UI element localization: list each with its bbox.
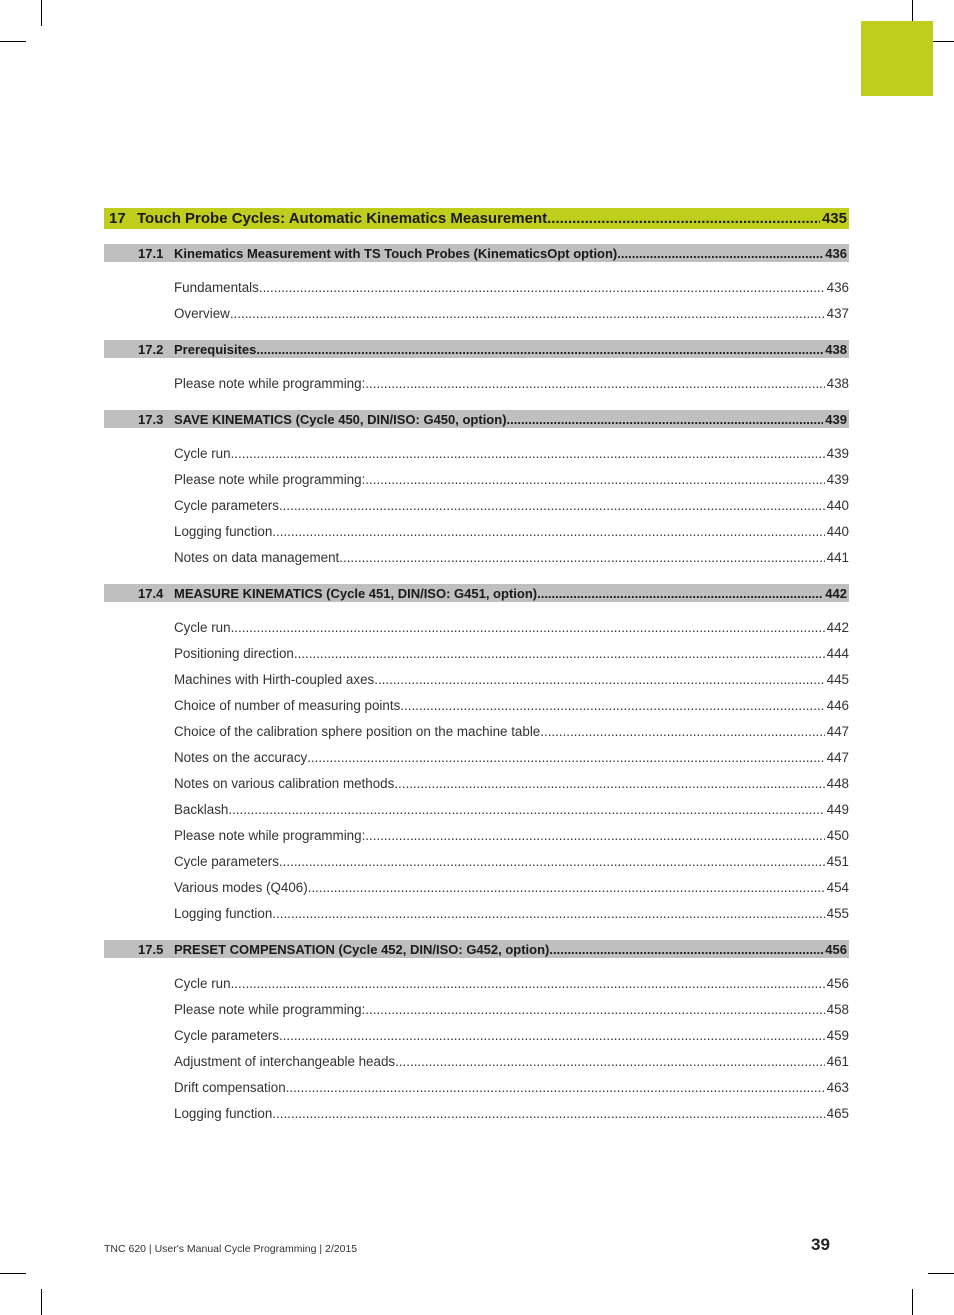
dot-leader [230,306,825,321]
dot-leader [272,1106,824,1121]
toc-entry[interactable] [104,880,849,906]
toc-entry[interactable] [104,620,849,646]
toc-entry[interactable] [104,854,849,880]
section-number: 17.3 [138,411,164,427]
toc-entry[interactable] [104,976,849,1002]
section-title: MEASURE KINEMATICS (Cycle 451, DIN/ISO: G451, option) [174,585,538,601]
entry-title: Notes on data management [174,550,340,565]
toc-entry[interactable] [104,698,849,724]
dot-leader [374,672,824,687]
entry-title: Positioning direction [174,646,294,661]
toc-entry[interactable] [104,1028,849,1054]
toc-entry[interactable] [104,646,849,672]
entry-page: 447 [826,750,849,765]
entry-title: Please note while programming: [174,828,366,843]
entry-title: Overview [174,306,230,321]
entry-title: Please note while programming: [174,376,366,391]
entry-title: Choice of number of measuring points [174,698,401,713]
entry-title: Notes on various calibration methods [174,776,395,791]
entry-title: Machines with Hirth-coupled axes [174,672,375,687]
dot-leader [231,976,825,991]
entry-page: 463 [826,1080,849,1095]
toc-entry[interactable] [104,376,849,402]
entry-page: 451 [826,854,849,869]
page-number: 39 [811,1235,830,1254]
toc-entry[interactable] [104,524,849,550]
toc-entry[interactable] [104,1080,849,1106]
entry-list [104,428,849,584]
toc-entry[interactable] [104,828,849,854]
entry-page: 442 [826,620,849,635]
toc-entry[interactable] [104,724,849,750]
dot-leader [365,376,824,391]
dot-leader [231,620,825,635]
section-title: Kinematics Measurement with TS Touch Probes (KinematicsOpt option) [174,245,618,261]
chapter-tab-marker [861,21,933,96]
dot-leader [365,1002,824,1017]
entry-title: Choice of the calibration sphere position on the machine table [174,724,541,739]
crop-mark [41,0,42,26]
section-page: 436 [825,245,847,261]
entry-title: Cycle run [174,620,231,635]
toc-entry[interactable] [104,446,849,472]
entry-title: Logging function [174,524,273,539]
entry-title: Adjustment of interchangeable heads [174,1054,396,1069]
table-of-contents [104,208,849,1140]
dot-leader [279,854,825,869]
toc-entry[interactable] [104,280,849,306]
entry-page: 437 [826,306,849,321]
entry-title: Cycle parameters [174,498,279,513]
entry-title: Logging function [174,906,273,921]
section-page: 442 [825,585,847,601]
entry-page: 436 [826,280,849,295]
toc-entry[interactable] [104,750,849,776]
crop-mark [0,41,26,42]
entry-title: Cycle parameters [174,1028,279,1043]
footer-text: TNC 620 | User's Manual Cycle Programming | 2/2015 [104,1243,358,1255]
toc-entry[interactable] [104,306,849,332]
section-page: 438 [825,341,847,357]
dot-leader [279,498,825,513]
dot-leader [307,750,824,765]
dot-leader [394,776,824,791]
entry-page: 458 [826,1002,849,1017]
section-heading[interactable] [104,340,849,358]
entry-page: 459 [826,1028,849,1043]
entry-list [104,358,849,410]
section-title: PRESET COMPENSATION (Cycle 452, DIN/ISO: G452, option) [174,941,550,957]
toc-entry[interactable] [104,1106,849,1132]
entry-page: 449 [826,802,849,817]
entry-title: Drift compensation [174,1080,286,1095]
dot-leader [286,1080,825,1095]
entry-title: Notes on the accuracy [174,750,308,765]
toc-entry[interactable] [104,1054,849,1080]
dot-leader [400,698,824,713]
entry-title: Please note while programming: [174,1002,366,1017]
entry-page: 444 [826,646,849,661]
dot-leader [279,1028,825,1043]
entry-page: 441 [826,550,849,565]
toc-entry[interactable] [104,776,849,802]
dot-leader [272,906,824,921]
section-page: 456 [825,941,847,957]
entry-page: 439 [826,446,849,461]
section-heading[interactable] [104,940,849,958]
crop-mark [928,1273,954,1274]
chapter-number: 17 [109,210,126,227]
toc-entry[interactable] [104,672,849,698]
dot-leader [231,446,825,461]
dot-leader [259,280,825,295]
dot-leader [365,828,824,843]
section-number: 17.2 [138,341,164,357]
dot-leader [617,246,823,261]
section-heading[interactable] [104,410,849,428]
chapter-title: Touch Probe Cycles: Automatic Kinematics Measurement [137,210,548,227]
dot-leader [540,724,824,739]
entry-page: 454 [826,880,849,895]
entry-page: 439 [826,472,849,487]
section-title: SAVE KINEMATICS (Cycle 450, DIN/ISO: G450, option) [174,411,507,427]
entry-page: 465 [826,1106,849,1121]
section-number: 17.5 [138,941,164,957]
entry-page: 447 [826,724,849,739]
entry-title: Cycle parameters [174,854,279,869]
dot-leader [272,524,824,539]
toc-entry[interactable] [104,1002,849,1028]
dot-leader [395,1054,825,1069]
dot-leader [308,880,825,895]
entry-title: Various modes (Q406) [174,880,308,895]
toc-entry[interactable] [104,472,849,498]
dot-leader [256,342,823,357]
chapter-page: 435 [821,210,847,227]
entry-title: Cycle run [174,976,231,991]
entry-title: Logging function [174,1106,273,1121]
entry-page: 440 [826,524,849,539]
section-title: Prerequisites [174,341,257,357]
toc-entry[interactable] [104,802,849,828]
dot-leader [365,472,824,487]
crop-mark [0,1273,26,1274]
crop-mark [41,1289,42,1315]
entry-title: Cycle run [174,446,231,461]
dot-leader [507,412,824,427]
entry-list [104,262,849,340]
toc-entry[interactable] [104,550,849,576]
dot-leader [294,646,825,661]
entry-title: Backlash [174,802,229,817]
dot-leader [339,550,824,565]
toc-entry[interactable] [104,906,849,932]
entry-page: 445 [826,672,849,687]
entry-title: Fundamentals [174,280,259,295]
entry-list [104,958,849,1140]
entry-page: 455 [826,906,849,921]
toc-entry[interactable] [104,498,849,524]
chapter-heading[interactable] [104,208,849,229]
section-heading[interactable] [104,584,849,602]
entry-page: 446 [826,698,849,713]
entry-page: 448 [826,776,849,791]
crop-mark [912,1289,913,1315]
dot-leader [549,942,823,957]
entry-page: 440 [826,498,849,513]
entry-page: 450 [826,828,849,843]
dot-leader [547,210,820,227]
entry-page: 456 [826,976,849,991]
dot-leader [228,802,824,817]
section-heading[interactable] [104,244,849,262]
entry-page: 461 [826,1054,849,1069]
entry-title: Please note while programming: [174,472,366,487]
entry-list [104,602,849,940]
section-number: 17.4 [138,585,164,601]
section-number: 17.1 [138,245,164,261]
entry-page: 438 [826,376,849,391]
section-page: 439 [825,411,847,427]
dot-leader [537,586,823,601]
section-list [104,244,849,1140]
